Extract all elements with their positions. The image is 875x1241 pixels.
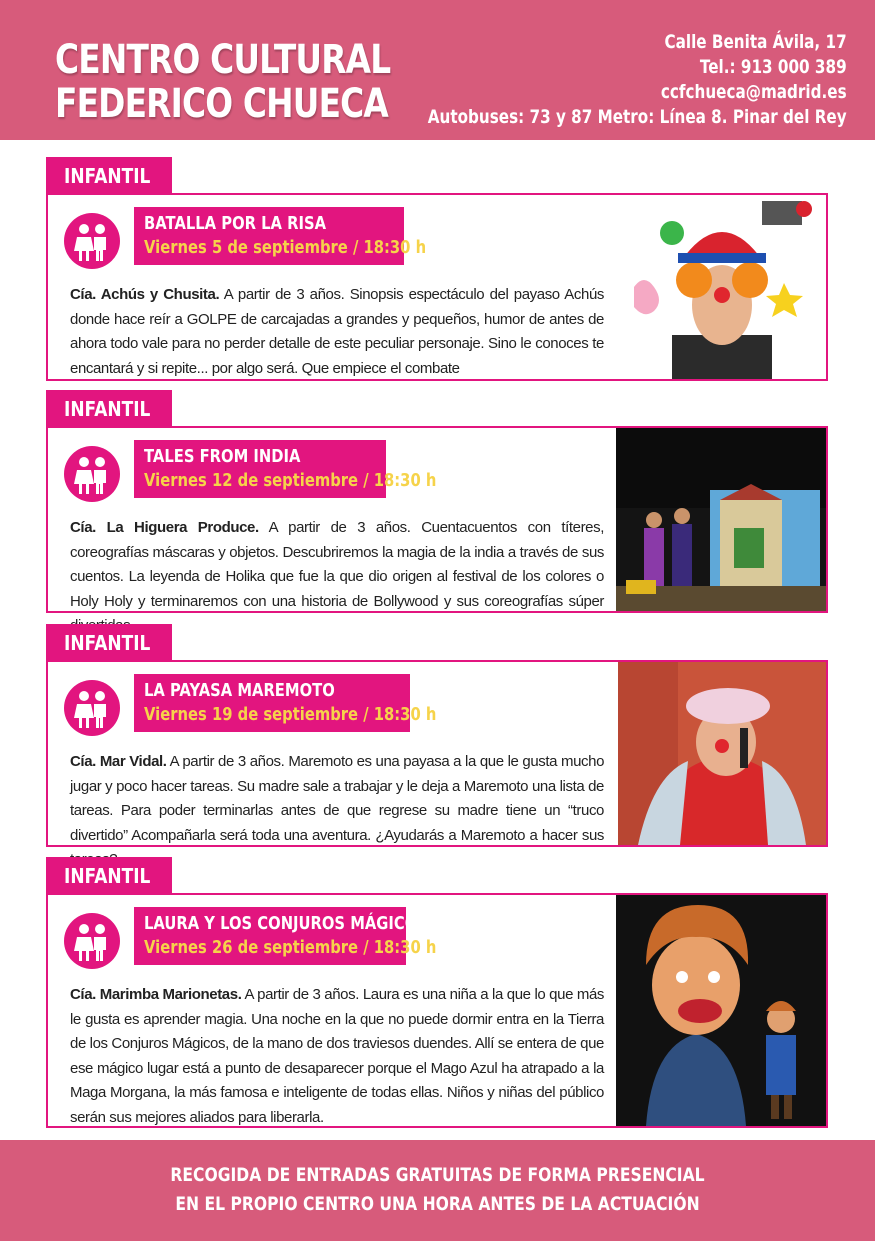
event-4	[46, 857, 828, 1128]
event-date: Viernes 26 de septiembre / 18:30 h	[144, 937, 437, 958]
event-title: TALES FROM INDIA	[144, 446, 301, 467]
event-title-box	[134, 907, 437, 965]
event-2	[46, 390, 828, 613]
company-name: Cía. La Higuera Produce.	[70, 519, 259, 536]
event-card	[46, 893, 828, 1128]
phone: Tel.: 913 000 389	[700, 56, 847, 78]
company-name: Cía. Mar Vidal.	[70, 753, 167, 770]
children-icon	[64, 913, 120, 969]
category-tag: INFANTIL	[46, 157, 172, 195]
event-title: BATALLA POR LA RISA	[144, 213, 327, 234]
event-date: Viernes 12 de septiembre / 18:30 h	[144, 470, 437, 491]
footer-notice	[0, 1140, 875, 1241]
event-title: LAURA Y LOS CONJUROS MÁGICOS	[144, 913, 428, 934]
event-photo	[616, 428, 826, 611]
event-1	[46, 157, 828, 381]
center-name-line2: FEDERICO CHUECA	[55, 81, 388, 127]
center-name-line1: CENTRO CULTURAL	[55, 37, 391, 83]
event-photo	[614, 195, 826, 379]
event-description: Cía. Mar Vidal. A partir de 3 años. Maremoto es una payasa a la que le gusta mucho jugar y poco hacer tareas. Su madre sale a trabajar y le deja a Maremoto una lista de tareas. Para poder terminarlas antes de que regrese su madre tiene un “truco divertido” Acompañarla será toda una aventura. ¿Ayudarás a Maremoto a hacer sus	[70, 753, 605, 844]
children-icon	[64, 680, 120, 736]
category-tag: INFANTIL	[46, 624, 172, 662]
company-name: Cía. Achús y Chusita.	[70, 286, 220, 303]
children-icon	[64, 213, 120, 269]
event-date: Viernes 5 de septiembre / 18:30 h	[144, 237, 427, 258]
event-title-box	[134, 674, 437, 732]
event-description: Cía. La Higuera Produce. A partir de 3 años. Cuentacuentos con títeres, coreografías máscaras y objetos. Descubriremos la magia de la india a través de sus cuentos. La leyenda de Holika que fue la que dio origen al festival de los colores o Holy Holy y terminaremos con una historia de Bollywood y sus coreografías súper	[70, 519, 604, 610]
event-title: LA PAYASA MAREMOTO	[144, 680, 335, 701]
email: ccfchueca@madrid.es	[661, 81, 847, 103]
category-tag: INFANTIL	[46, 390, 172, 428]
transport: Autobuses: 73 y 87 Metro: Línea 8. Pinar del Rey	[428, 106, 847, 128]
event-photo	[616, 895, 826, 1126]
company-name: Cía. Marimba Marionetas.	[70, 986, 242, 1003]
event-card	[46, 426, 828, 613]
event-description: Cía. Achús y Chusita. A partir de 3 años. Sinopsis espectáculo del payaso Achús donde hace reír a GOLPE de carcajadas a grandes y pequeños, humor de antes de ahora todo vale para no perder detalle de este peculiar personaje. Sino le conoces te encantará y si repite... por algo será. Que empiece el combate	[70, 286, 604, 377]
event-card	[46, 193, 828, 381]
event-3	[46, 624, 828, 848]
event-photo	[618, 662, 826, 845]
address: Calle Benita Ávila, 17	[664, 31, 847, 53]
footer-line2: EN EL PROPIO CENTRO UNA HORA ANTES DE LA ACTUACIÓN	[175, 1193, 700, 1215]
event-description: Cía. Marimba Marionetas. A partir de 3 años. Laura es una niña a la que lo que más le gusta es aprender magia. Una noche en la que no puede dormir entra en la Tierra de los Conjuros Mágicos, de la mano de dos traviesos duendes. Allí se entera de que ese mágico lugar está a punto de desaparecer porque el Mago Azul ha atrapado a la Maga Morgana, la más famosa e inteligente de todas ellas. Niños y niñas del público serán sus mejores aliados para liberarla.	[70, 986, 604, 1126]
contact-info	[323, 30, 847, 130]
category-tag: INFANTIL	[46, 857, 172, 895]
event-title-box	[134, 440, 437, 498]
children-icon	[64, 446, 120, 502]
header	[0, 0, 875, 140]
event-title-box	[134, 207, 427, 265]
event-date: Viernes 19 de septiembre / 18:30 h	[144, 704, 437, 725]
event-card	[46, 660, 828, 847]
footer-line1: RECOGIDA DE ENTRADAS GRATUITAS DE FORMA PRESENCIAL	[170, 1164, 705, 1186]
